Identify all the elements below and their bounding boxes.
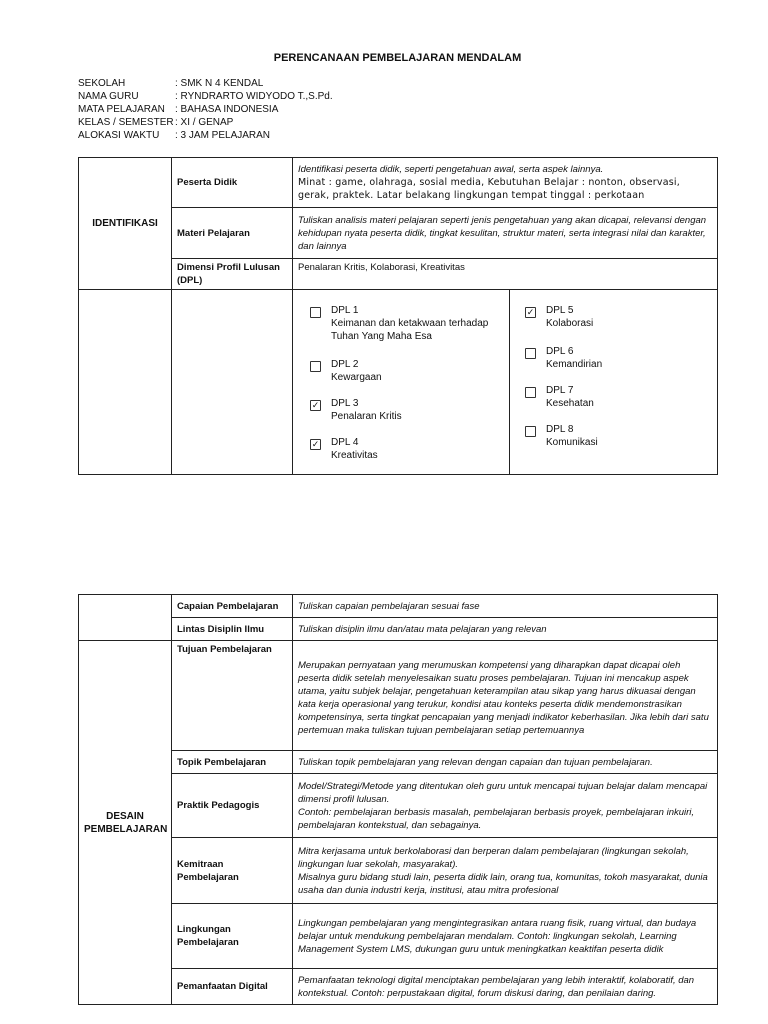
desain-row-example: Contoh: pembelajaran berbasis masalah, pembelajaran berbasis proyek, pembelajaran inkuiri, pembelajaran kontekstual, dan sebagainya. [298, 806, 695, 831]
dpl-item[interactable] [525, 384, 594, 410]
dpl-code: DPL 6 [546, 346, 574, 357]
info-value: : SMK N 4 KENDAL [175, 78, 264, 89]
dpl-name: Kreativitas [331, 450, 378, 461]
info-row [78, 103, 333, 116]
info-row [78, 116, 333, 129]
info-label: MATA PELAJARAN [78, 104, 165, 115]
dpl-code: DPL 5 [546, 305, 574, 316]
desain-row-label: Topik Pembelajaran [172, 751, 293, 774]
identity-block [78, 77, 333, 142]
dpl-code: DPL 3 [331, 398, 359, 409]
desain-table [78, 594, 718, 1005]
empty-cell [172, 290, 293, 475]
dpl-name: Kesehatan [546, 398, 594, 409]
dpl-item[interactable] [310, 397, 402, 423]
peserta-didik-label: Peserta Didik [172, 158, 293, 208]
document-title: PERENCANAAN PEMBELAJARAN MENDALAM [273, 52, 522, 64]
info-value: : XI / GENAP [175, 117, 234, 128]
identifikasi-section-label: IDENTIFIKASI [79, 158, 172, 290]
identifikasi-table [78, 157, 718, 475]
dpl-code: DPL 2 [331, 359, 359, 370]
dpl-label: Dimensi Profil Lulusan (DPL) [172, 259, 293, 290]
desain-row-label: Tujuan Pembelajaran [172, 641, 293, 751]
dpl-name: Penalaran Kritis [331, 411, 402, 422]
checkbox-icon[interactable] [525, 426, 536, 437]
desain-row-label: Capaian Pembelajaran [172, 595, 293, 618]
peserta-didik-cell [293, 158, 718, 208]
desain-row-text: Tuliskan topik pembelajaran yang relevan dengan capaian dan tujuan pembelajaran. [293, 751, 718, 774]
info-label: KELAS / SEMESTER [78, 117, 174, 128]
desain-row-example: Misalnya guru bidang studi lain, peserta didik lain, orang tua, komunitas, tokoh masyarakat, dunia usaha dan dunia industri kerja, institusi, atau mitra profesional [298, 871, 708, 896]
info-row [78, 77, 333, 90]
info-value: : 3 JAM PELAJARAN [175, 130, 271, 141]
peserta-didik-hint: Identifikasi peserta didik, seperti pengetahuan awal, serta aspek lainnya. [298, 164, 604, 175]
info-label: ALOKASI WAKTU [78, 130, 160, 141]
dpl-name: Keimanan dan ketakwaan terhadap Tuhan Yang Maha Esa [331, 318, 489, 342]
dpl-code: DPL 8 [546, 424, 574, 435]
empty-cell [79, 595, 172, 641]
materi-pelajaran-label: Materi Pelajaran [172, 208, 293, 259]
desain-row-text: Tuliskan capaian pembelajaran sesuai fase [293, 595, 718, 618]
dpl-code: DPL 4 [331, 437, 359, 448]
desain-row-text: Model/Strategi/Metode yang ditentukan oleh guru untuk mencapai tujuan belajar dalam mencapai dimensi profil lulusan. [298, 780, 708, 805]
info-label: SEKOLAH [78, 78, 126, 89]
checkbox-icon[interactable] [525, 348, 536, 359]
empty-cell [79, 290, 172, 475]
desain-section-label: DESAIN PEMBELAJARAN [79, 641, 172, 1005]
dpl-item[interactable] [310, 304, 501, 343]
dpl-value: Penalaran Kritis, Kolaborasi, Kreativitas [293, 259, 718, 290]
desain-row-label: Lintas Disiplin Ilmu [172, 618, 293, 641]
checkbox-icon[interactable] [525, 387, 536, 398]
dpl-item[interactable] [310, 358, 382, 384]
desain-row-text: Mitra kerjasama untuk berkolaborasi dan berperan dalam pembelajaran (lingkungan sekolah, lingkungan luar sekolah, masyarakat). [298, 845, 689, 870]
dpl-item[interactable] [525, 423, 598, 449]
checkbox-icon[interactable] [310, 307, 321, 318]
dpl-name: Kewargaan [331, 372, 382, 383]
desain-row-label: Lingkungan Pembelajaran [172, 904, 293, 969]
info-value: : RYNDRARTO WIDYODO T.,S.Pd. [175, 91, 333, 102]
checkbox-checked-icon[interactable]: ✓ [311, 400, 320, 410]
dpl-right-column [510, 290, 718, 475]
dpl-name: Kemandirian [546, 359, 603, 370]
desain-row-label: Praktik Pedagogis [172, 774, 293, 838]
checkbox-checked-icon[interactable]: ✓ [526, 307, 535, 317]
checkbox-checked-icon[interactable]: ✓ [311, 439, 320, 449]
desain-row-label: Pemanfaatan Digital [172, 969, 293, 1005]
desain-row-text: Merupakan pernyataan yang merumuskan kompetensi yang diharapkan dapat dicapai oleh peserta didik setelah menyelesaikan suatu proses pembelajaran. Tujuan ini mencakup aspek utama, yaitu subjek belajar, pengetahuan keterampilan atau sikap yang harus dikuasai dengan kata kerja operasional yang terukur, kondisi atau konteks peserta didik mendemonstrasikan kompetensinya, serta tingkat pencapaian yang menjadi indikator keberhasilan. Jika lebih dari satu pertemuan maka tuliskan tujuan pembelajaran setiap pertemuannya [293, 641, 718, 751]
info-label: NAMA GURU [78, 91, 139, 102]
desain-row-text: Lingkungan pembelajaran yang mengintegrasikan antara ruang fisik, ruang virtual, dan budaya belajar untuk mendukung pembelajaran mendalam. Contoh: lingkungan sekolah, Learning Management System LMS, dukungan guru untuk meningkatkan keaktifan peserta didik [293, 904, 718, 969]
info-row [78, 129, 333, 142]
dpl-left-column [293, 290, 510, 475]
desain-row-cell [293, 774, 718, 838]
dpl-code: DPL 1 [331, 305, 359, 316]
desain-row-label: Kemitraan Pembelajaran [172, 838, 293, 904]
checkbox-icon[interactable] [310, 361, 321, 372]
dpl-item[interactable] [525, 345, 602, 371]
dpl-name: Komunikasi [546, 437, 598, 448]
dpl-code: DPL 7 [546, 385, 574, 396]
peserta-didik-value: Minat : game, olahraga, sosial media, Kebutuhan Belajar : nonton, observasi, gerak, praktek. Latar belakang lingkungan tempat tinggal : perkotaan [298, 177, 680, 201]
info-value: : BAHASA INDONESIA [175, 104, 279, 115]
dpl-item[interactable] [525, 304, 593, 330]
desain-row-cell [293, 838, 718, 904]
info-row [78, 90, 333, 103]
materi-pelajaran-hint: Tuliskan analisis materi pelajaran seperti jenis pengetahuan yang akan dicapai, relevansi dengan kehidupan nyata peserta didik, tingkat kesulitan, struktur materi, serta integrasi nilai dan karakter, dan lainnya [293, 208, 718, 259]
desain-row-text: Pemanfaatan teknologi digital menciptakan pembelajaran yang lebih interaktif, kolaboratif, dan kontekstual. Contoh: perpustakaan digital, forum diskusi daring, dan penilaian daring. [293, 969, 718, 1005]
desain-row-text: Tuliskan disiplin ilmu dan/atau mata pelajaran yang relevan [293, 618, 718, 641]
dpl-item[interactable] [310, 436, 378, 462]
dpl-name: Kolaborasi [546, 318, 594, 329]
